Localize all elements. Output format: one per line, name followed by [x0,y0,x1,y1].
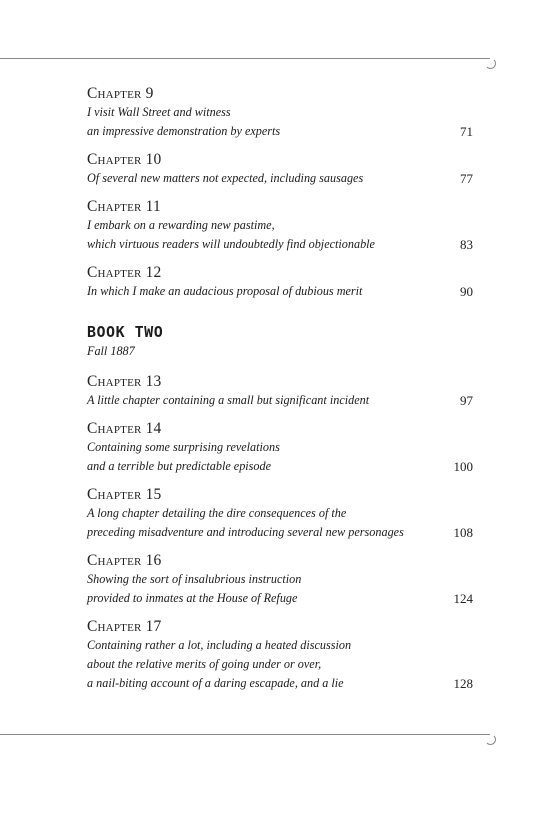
toc-entry[interactable] [87,263,473,301]
chapter-description-line: about the relative merits of going under or over, [87,657,322,671]
chapter-description-line: In which I make an audacious proposal of dubious merit [87,284,363,298]
top-curl-ornament [485,58,496,69]
page-number: 71 [460,124,473,139]
toc-entry[interactable] [87,150,473,188]
chapter-description-line: I embark on a rewarding new pastime, [87,218,275,232]
chapter-description-line: Showing the sort of insalubrious instruction [87,572,302,586]
table-of-contents [87,84,473,702]
chapter-description-line: Containing rather a lot, including a heated discussion [87,638,352,652]
chapter-description-line: A little chapter containing a small but significant incident [87,393,370,407]
page-number: 100 [453,459,473,474]
chapter-label: Chapter 9 [87,85,154,102]
chapter-label: Chapter 11 [87,198,161,215]
chapter-description-line: and a terrible but predictable episode [87,459,272,473]
chapter-description-line: which virtuous readers will undoubtedly find objectionable [87,237,375,251]
chapter-label: Chapter 12 [87,264,162,281]
chapter-label: Chapter 15 [87,486,162,503]
book-title: BOOK TWO [87,323,164,341]
chapter-description-line: Of several new matters not expected, including sausages [87,171,364,185]
chapter-label: Chapter 10 [87,151,162,168]
chapter-description-line: I visit Wall Street and witness [87,105,231,119]
toc-entry[interactable] [87,617,473,693]
chapter-description-line: A long chapter detailing the dire consequences of the [87,506,347,520]
page-number: 108 [453,525,473,540]
chapter-description-line: an impressive demonstration by experts [87,124,281,138]
chapter-label: Chapter 16 [87,552,162,569]
chapter-label: Chapter 17 [87,618,162,635]
chapter-description-line: preceding misadventure and introducing several new personages [87,525,404,539]
page-number: 83 [460,237,473,252]
page-number: 128 [453,676,473,691]
book-subtitle: Fall 1887 [87,344,135,358]
page-number: 124 [453,591,473,606]
toc-entry[interactable] [87,485,473,542]
toc-entry[interactable] [87,419,473,476]
toc-entry[interactable] [87,84,473,141]
page-number: 97 [460,393,473,408]
page-number: 77 [460,171,473,186]
page-number: 90 [460,284,473,299]
chapter-label: Chapter 14 [87,420,162,437]
top-ornament-rule [0,58,490,59]
chapter-description-line: provided to inmates at the House of Refuge [87,591,298,605]
bottom-ornament-rule [0,734,490,735]
toc-entry[interactable] [87,551,473,608]
chapter-description-line: Containing some surprising revelations [87,440,280,454]
chapter-label: Chapter 13 [87,373,162,390]
toc-section-book-one [87,84,473,301]
bottom-curl-ornament [485,734,496,745]
toc-entry[interactable] [87,197,473,254]
chapter-description-line: a nail-biting account of a daring escapade, and a lie [87,676,344,690]
book-heading [87,323,473,361]
toc-section-book-two [87,372,473,693]
toc-entry[interactable] [87,372,473,410]
